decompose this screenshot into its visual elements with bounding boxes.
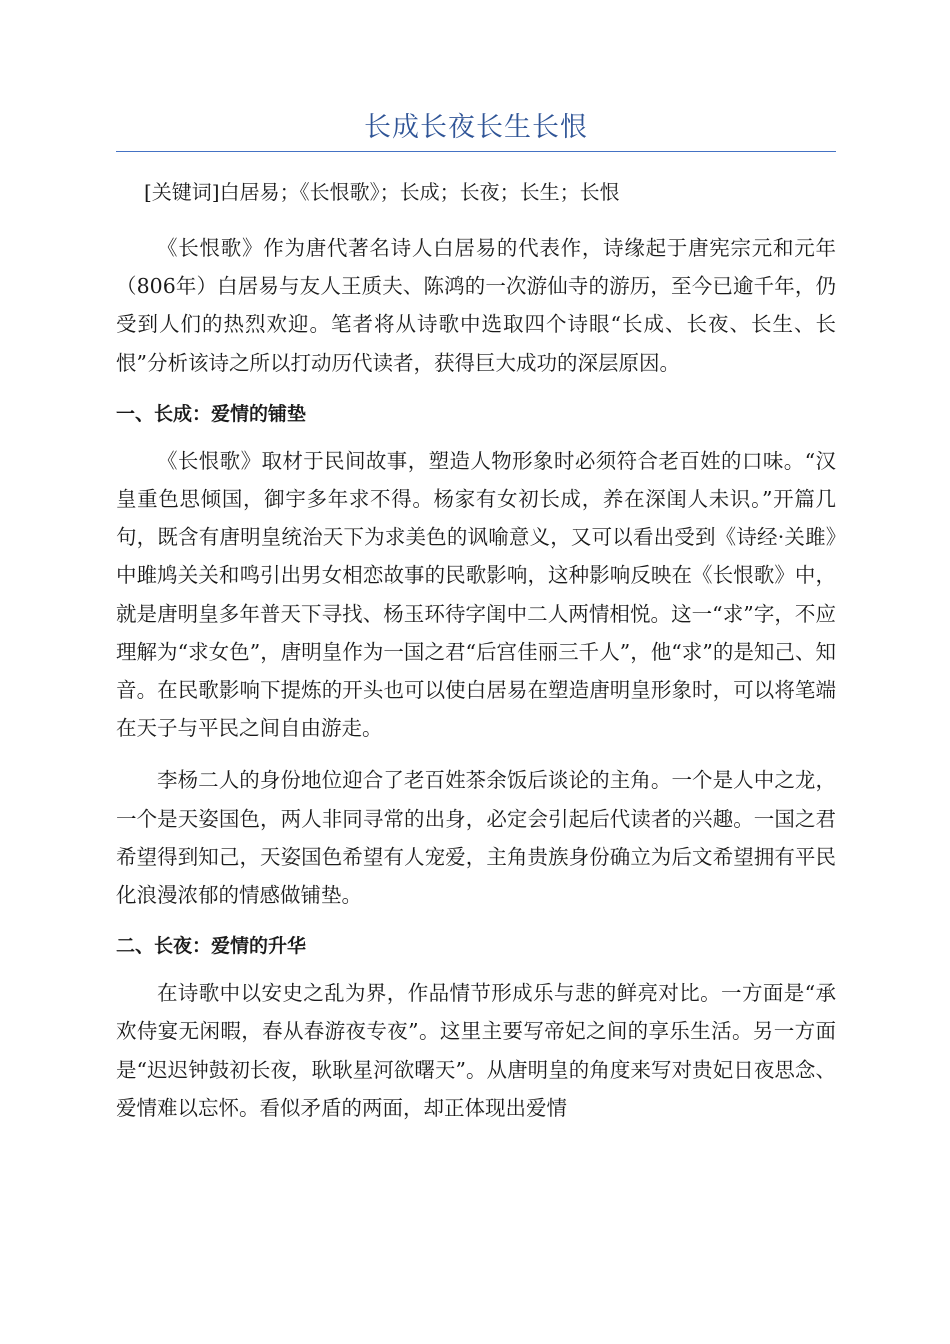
section-heading-1: 一、长成：爱情的铺垫: [116, 402, 307, 425]
section2-paragraph-1: 在诗歌中以安史之乱为界，作品情节形成乐与悲的鲜亮对比。一方面是“承欢侍宴无闲暇，春从春游夜专夜”。这里主要写帝妃之间的享乐生活。另一方面是“迟迟钟鼓初长夜，耿耿星河欲曙天”。从唐明皇的角度来写对贵妃日夜思念、爱情难以忘怀。看似矛盾的两面，却正体现出爱情: [116, 981, 836, 1120]
section1-paragraph-2: 李杨二人的身份地位迎合了老百姓茶余饭后谈论的主角。一个是人中之龙，一个是天姿国色，两人非同寻常的出身，必定会引起后代读者的兴趣。一国之君希望得到知己，天姿国色希望有人宠爱，主角贵族身份确立为后文希望拥有平民化浪漫浓郁的情感做铺垫。: [116, 768, 836, 908]
section-heading-2: 二、长夜：爱情的升华: [116, 935, 307, 958]
keywords-line: [关键词]白居易；《长恨歌》；长成；长夜；长生；长恨: [144, 180, 620, 204]
document-title: 长成长夜长生长恨: [364, 112, 588, 143]
intro-paragraph: 《长恨歌》作为唐代著名诗人白居易的代表作，诗缘起于唐宪宗元和元年（806年）白居易与友人王质夫、陈鸿的一次游仙寺的游历，至今已逾千年，仍受到人们的热烈欢迎。笔者将从诗歌中选取四个诗眼“长成、长夜、长生、长恨”分析该诗之所以打动历代读者，获得巨大成功的深层原因。: [116, 236, 836, 375]
section1-paragraph-1: 《长恨歌》取材于民间故事，塑造人物形象时必须符合老百姓的口味。“汉皇重色思倾国，御宇多年求不得。杨家有女初长成，养在深闺人未识。”开篇几句，既含有唐明皇统治天下为求美色的讽喻意义，又可以看出受到《诗经·关雎》中雎鸠关关和鸣引出男女相恋故事的民歌影响，这种影响反映在《长恨歌》中，就是唐明皇多年普天下寻找、杨玉环待字闺中二人两情相悦。这一“求”字，不应理解为“求女色”，唐明皇作为一国之君“后宫佳丽三千人”，他“求”的是知己、知音。在民歌影响下提炼的开头也可以使白居易在塑造唐明皇形象时，可以将笔端在天子与平民之间自由游走。: [116, 448, 836, 741]
title-underline: [116, 151, 836, 152]
document-page: [116, 110, 836, 1141]
